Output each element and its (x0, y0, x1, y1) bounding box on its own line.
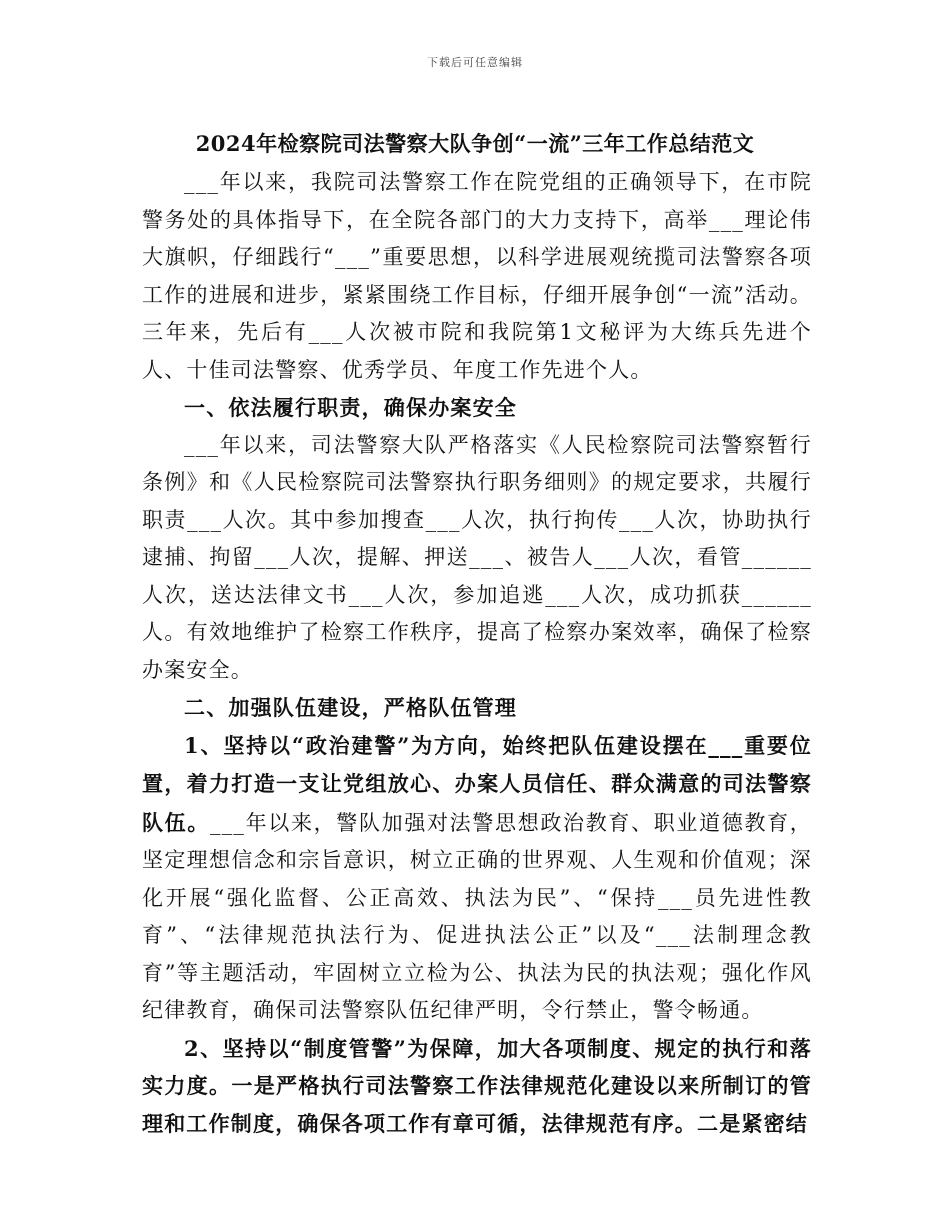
point-1-body: ___年以来，警队加强对法警思想政治教育、职业道德教育，坚定理想信念和宗旨意识，树立正确的世界观、人生观和价值观；深化开展“强化监督、公正高效、执法为民”、“保持___员先进性教育”、“法律规范执法行为、促进执法公正”以及“___法制理念教育”等主题活动，牢固树立立检为公、执法为民的执法观；强化作风纪律教育，确保司法警察队伍纪律严明，令行禁止，警令畅通。 (142, 810, 812, 1022)
section-heading-2: 二、加强队伍建设，严格队伍管理 (184, 695, 517, 720)
point-2-paragraph: 2、坚持以“制度管警”为保障，加大各项制度、规定的执行和落实力度。一是严格执行司法警察工作法律规范化建设以来所制订的管理和工作制度，确保各项工作有章可循，法律规范有序。二是紧密结 (142, 1035, 812, 1136)
header-note: 下载后可任意编辑 (427, 56, 523, 69)
intro-paragraph: ___年以来，我院司法警察工作在院党组的正确领导下，在市院警务处的具体指导下，在全院各部门的大力支持下，高举___理论伟大旗帜，仔细践行“___”重要思想，以科学进展观统揽司法警察各项工作的进展和进步，紧紧围绕工作目标，仔细开展争创“一流”活动。三年来，先后有___人次被市院和我院第1文秘评为大练兵先进个人、十佳司法警察、优秀学员、年度工作先进个人。 (142, 170, 812, 382)
section-heading-1: 一、依法履行职责，确保办案安全 (184, 395, 517, 420)
document-title: 2024年检察院司法警察大队争创“一流”三年工作总结范文 (195, 131, 755, 156)
point-1-paragraph (142, 727, 812, 1030)
point-1-lead: 1、坚持以“政治建警”为方向，始终把队伍建设摆在___重要位置，着力打造一支让党组放心、办案人员信任、群众满意的司法警察队伍。 (142, 732, 812, 835)
document-body (142, 164, 812, 1142)
section-1-paragraph: ___年以来，司法警察大队严格落实《人民检察院司法警察暂行条例》和《人民检察院司法警察执行职务细则》的规定要求，共履行职责___人次。其中参加搜查___人次，执行拘传___人次，协助执行逮捕、拘留___人次，提解、押送___、被告人___人次，看管______人次，送达法律文书___人次，参加追逃___人次，成功抓获______人。有效地维护了检察工作秩序，提高了检察办案效率，确保了检察办案安全。 (142, 432, 812, 682)
